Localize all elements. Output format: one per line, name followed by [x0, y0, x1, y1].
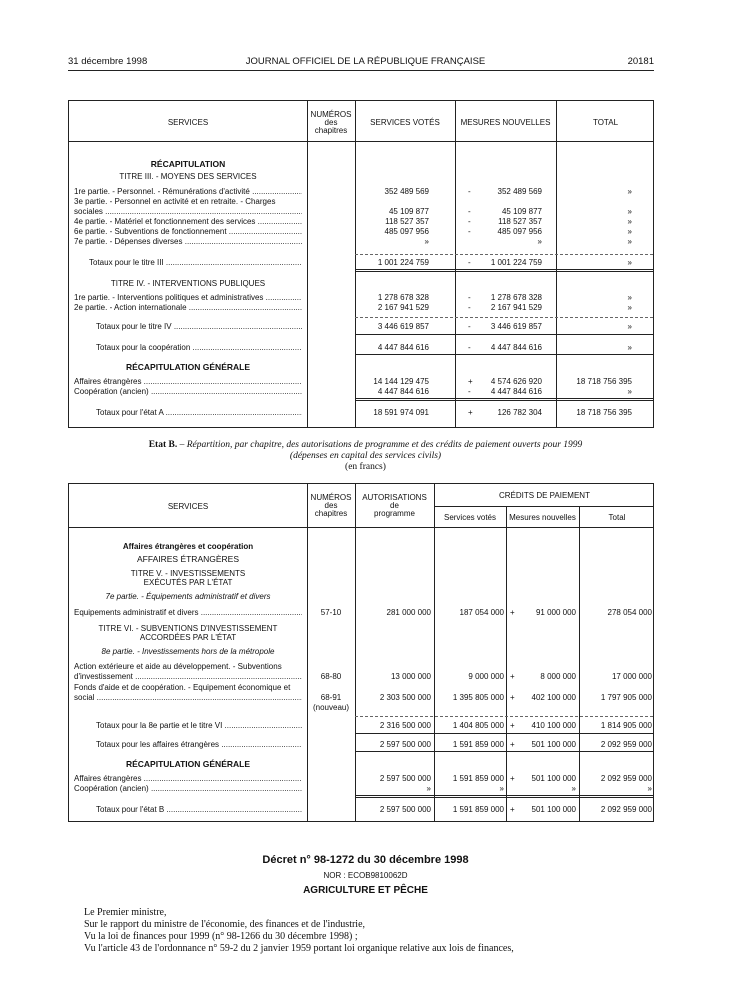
- part-8: 8e partie. - Investissements hors de la métropole: [101, 647, 275, 656]
- part-7: 7e partie. - Équipements administratif et divers: [105, 592, 271, 601]
- total-row: Totaux pour le titre III .....: [89, 258, 302, 268]
- table-row: Action extérieure et aide au développement. - Subventions: [74, 662, 282, 671]
- recap-generale: RÉCAPITULATION GÉNÉRALE: [125, 362, 251, 372]
- decree-line: Vu l'article 43 de l'ordonnance n° 59-2 du 2 janvier 1959 portant loi organique relative aux lois de finances,: [84, 943, 514, 954]
- table-row: Coopération (ancien) .....: [74, 784, 302, 794]
- table-row: Affaires étrangères .....: [74, 377, 302, 387]
- table-row: 1re partie. - Interventions politiques et administratives .....: [74, 293, 302, 303]
- table-row: Equipements administratif et divers .....: [74, 608, 302, 618]
- header-date: 31 décembre 1998: [68, 56, 148, 67]
- recap-generale: RÉCAPITULATION GÉNÉRALE: [125, 759, 251, 769]
- decree-title: Décret n° 98-1272 du 30 décembre 1998: [262, 854, 469, 866]
- section-title: Affaires étrangères et coopération: [122, 542, 254, 551]
- total-row: Totaux pour l'état B .....: [96, 805, 302, 815]
- recap-title: RÉCAPITULATION: [150, 159, 226, 169]
- table-row: 4e partie. - Matériel et fonctionnement des services .....: [74, 217, 302, 227]
- caption-line2: (dépenses en capital des services civils): [289, 451, 442, 461]
- table-row: Fonds d'aide et de coopération. - Equipement économique et: [74, 683, 291, 692]
- col-credits: CRÉDITS DE PAIEMENT: [499, 491, 590, 500]
- decree-nor: NOR : ECOB9810062D: [323, 871, 408, 880]
- header-page: 20181: [627, 56, 654, 67]
- table-row: 1re partie. - Personnel. - Rémunérations d'activité .....: [74, 187, 302, 197]
- total-row: Totaux pour le titre IV .....: [96, 322, 302, 332]
- col-numeros: NUMÉROS: [310, 493, 352, 502]
- total-row: Totaux pour l'état A .....: [96, 408, 302, 418]
- total-row: Totaux pour la 8e partie et le titre VI .....: [96, 721, 302, 731]
- header-journal: JOURNAL OFFICIEL DE LA RÉPUBLIQUE FRANÇAISE: [245, 56, 486, 67]
- col-votes: Services votés: [443, 513, 497, 522]
- table-row: 2e partie. - Action internationale .....: [74, 303, 302, 313]
- total-row: Totaux pour la coopération .....: [96, 343, 302, 353]
- decree-ministry: AGRICULTURE ET PÊCHE: [303, 885, 428, 896]
- table-etat-b: SERVICES NUMÉROS des chapitres AUTORISATIONS de programme CRÉDITS DE PAIEMENT Services votés Mesures nouvelles Total Affaires étrangères et coopération AFFAIRES ÉTRANGÈRES TITRE V. - INVESTISSEMENTS EXÉCUTÉS PAR L'ÉTAT 7e partie. - Équipements administratif et divers Equipements administratif et divers ..... 57-10 281 000 000 187 054 000 + 91 000 000 278 054 000 TITRE VI. - SUBVENTIONS D'INVESTISSEMENT ACCORDÉES PAR L'ÉTAT 8e partie. - Investissements hors de la métropole Action extérieure et aide au développement. - Subventions d'investissement ..... 68-80 13 000 000 9 000 000 + 8 000 000 17 000 000 Fonds d'aide et de coopération. - Equipement économique et social ..... 68-91 (nouveau) 2 303 500 000 1 395 805 000 + 402 100 000 1 797 905 000 Totaux pour la 8e partie et le titre VI ..... 2 316 500 000 1 404 805 000 + 410 100 000 1 814 905 000 Totaux pour les affaires étrangères ..... 2 597 500 000 1 591 859 000 + 501 100 000 2 092 959 000 RÉCAPITULATION GÉNÉRALE Affaires étrangères ..... 2 597 500 000 1 591 859 000 + 501 100 000 2 092 959 000 Coopération (ancien) ..... » » » » Totaux pour l'état B ..... 2 597 500 000 1 591 859 000 + 501 100 000 2 092 959 000: [68, 483, 654, 822]
- table-row: 7e partie. - Dépenses diverses .....: [74, 237, 302, 247]
- titre-3: TITRE III. - MOYENS DES SERVICES: [119, 172, 257, 181]
- table-row: 3e partie. - Personnel en activité et en retraite. - Charges: [74, 197, 276, 206]
- col-mesures: Mesures nouvelles: [509, 513, 576, 522]
- section-subtitle: AFFAIRES ÉTRANGÈRES: [136, 554, 240, 564]
- decree-line: Sur le rapport du ministre de l'économie, des finances et de l'industrie,: [84, 919, 366, 930]
- col-total: TOTAL: [592, 118, 619, 127]
- col-votes: SERVICES VOTÉS: [370, 118, 440, 127]
- table-row: 6e partie. - Subventions de fonctionnement .....: [74, 227, 302, 237]
- table-row: Coopération (ancien) .....: [74, 387, 302, 397]
- table-row: Affaires étrangères .....: [74, 774, 302, 784]
- decree-line: Vu la loi de finances pour 1999 (n° 98-1266 du 30 décembre 1998) ;: [84, 931, 358, 942]
- header-rule: [68, 70, 654, 71]
- titre-6: TITRE VI. - SUBVENTIONS D'INVESTISSEMENT: [98, 624, 278, 633]
- total-row: Totaux pour les affaires étrangères .....: [96, 740, 302, 750]
- col-mesures: MESURES NOUVELLES: [460, 118, 551, 127]
- titre-4: TITRE IV. - INTERVENTIONS PUBLIQUES: [110, 279, 266, 288]
- col-autorisations: AUTORISATIONS: [362, 493, 427, 502]
- caption-line1: Etat B. – Répartition, par chapitre, des autorisations de programme et des crédits de paiement ouverts pour 1999: [148, 440, 583, 450]
- col-numeros: NUMÉROS: [310, 110, 352, 119]
- decree-line: Le Premier ministre,: [84, 907, 167, 918]
- col-total: Total: [608, 513, 626, 522]
- col-services: SERVICES: [167, 118, 209, 127]
- titre-5: TITRE V. - INVESTISSEMENTS: [130, 569, 246, 578]
- col-services: SERVICES: [167, 502, 209, 511]
- caption-line3: (en francs): [345, 462, 386, 472]
- table-etat-a: SERVICES NUMÉROS des chapitres SERVICES VOTÉS MESURES NOUVELLES TOTAL RÉCAPITULATION TITRE III. - MOYENS DES SERVICES 1re partie. - Personnel. - Rémunérations d'activité ..... 352 489 569 - 352 489 569 » 3e partie. - Personnel en activité et en retraite. - Charges sociales ..... 45 109 877 - 45 109 877 » 4e partie. - Matériel et fonctionnement des services ..... 118 527 357 - 118 527 357 » 6e partie. - Subventions de fonctionnement ..... 485 097 956 - 485 097 956 » 7e partie. - Dépenses diverses ..... » » » Totaux pour le titre III ..... 1 001 224 759 - 1 001 224 759 » TITRE IV. - INTERVENTIONS PUBLIQUES 1re partie. - Interventions politiques et administratives ..... 1 278 678 328 - 1 278 678 328 » 2e partie. - Action internationale ..... 2 167 941 529 - 2 167 941 529 » Totaux pour le titre IV ..... 3 446 619 857 - 3 446 619 857 » Totaux pour la coopération ..... 4 447 844 616 - 4 447 844 616 » RÉCAPITULATION GÉNÉRALE Affaires étrangères ..... 14 144 129 475 + 4 574 626 920 18 718 756 395 Coopération (ancien) ..... 4 447 844 616 - 4 447 844 616 » Totaux pour l'état A ..... 18 591 974 091 + 126 782 304 18 718 756 395: [68, 100, 654, 428]
